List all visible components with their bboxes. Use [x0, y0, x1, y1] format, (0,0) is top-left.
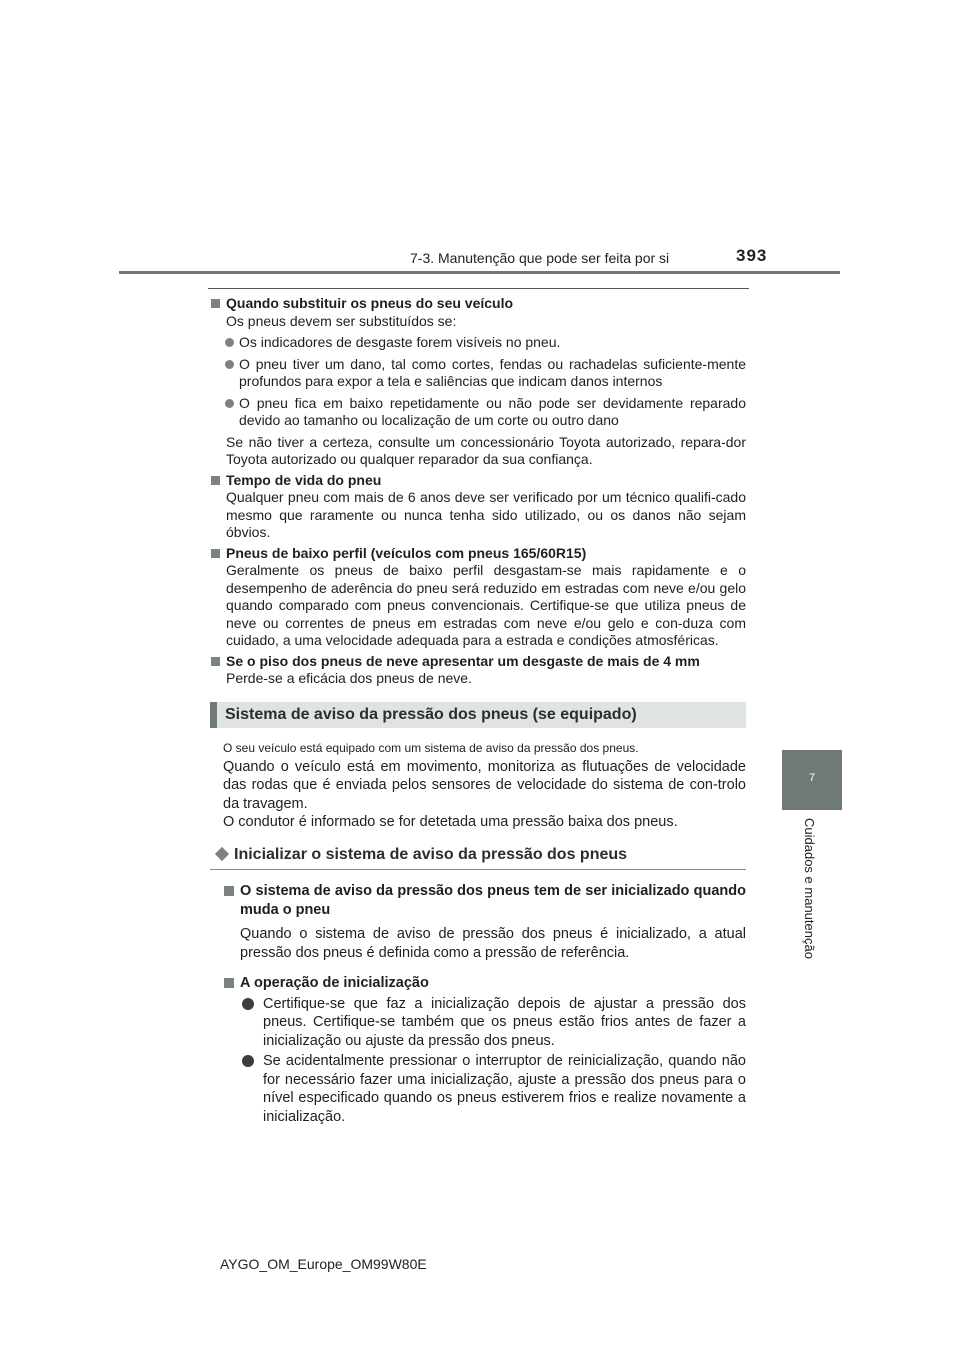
list-item: Os indicadores de desgaste forem visíveis no pneu. [210, 334, 746, 352]
chapter-number: 7 [808, 772, 816, 784]
round-bullet-icon [242, 1055, 254, 1067]
section-tire-replacement [210, 295, 746, 469]
tpms-intro-small: O seu veículo está equipado com um sistema de aviso da pressão dos pneus. [223, 740, 639, 755]
section-outro: Se não tiver a certeza, consulte um concessionário Toyota autorizado, repara-dor Toyota autorizado ou qualquer reparador da sua confiança. [226, 433, 746, 467]
square-bullet-icon [224, 886, 234, 896]
document-footer: AYGO_OM_Europe_OM99W80E [220, 1256, 427, 1272]
tpms-item-title: O sistema de aviso da pressão dos pneus tem de ser inicializado quando muda o pneu [210, 882, 746, 919]
header-rule [119, 271, 840, 274]
main-content [210, 292, 746, 1126]
tpms-intro-2: O condutor é informado se for detetada uma pressão baixa dos pneus. [223, 814, 678, 830]
square-bullet-icon [211, 476, 220, 485]
section-body: Perde-se a eficácia dos pneus de neve. [226, 670, 472, 686]
list-item: Se acidentalmente pressionar o interruptor de reinicialização, quando não for necessário fazer uma inicialização, ajuste a pressão dos pneus para o nível especificado quando os pneus estiverem frios e realize novamente a inicialização. [210, 1052, 746, 1126]
list-item: O pneu tiver um dano, tal como cortes, fendas ou rachadelas suficiente-mente profundos para expor a tela e saliências que indicam danos internos [210, 356, 746, 391]
tpms-intro: Quando o veículo está em movimento, monitoriza as flutuações de velocidade das rodas que é enviada pelos sensores de velocidade do sistema de con-trolo da travagem. [223, 758, 746, 812]
square-bullet-icon [211, 299, 220, 308]
section-title: Tempo de vida do pneu [210, 472, 746, 490]
section-snow-tires [210, 653, 746, 688]
tpms-subheading: Inicializar o sistema de aviso da pressão dos pneus [210, 846, 746, 871]
chapter-title: Cuidados e manutenção [802, 818, 817, 959]
content-top-rule [208, 288, 749, 289]
tpms-item-title: A operação de inicialização [210, 974, 746, 993]
round-bullet-icon [242, 998, 254, 1010]
chapter-tab [782, 750, 842, 810]
section-body: Geralmente os pneus de baixo perfil desgastam-se mais rapidamente e o desempenho de aderência do pneu será reduzido em estradas com neve e/ou gelo quando comparado com pneus convencionais. Certifique-se que utiliza pneus de neve ou correntes de pneus em estradas com neve e/ou gelo e con-duza com cuidado, a uma velocidade adequada para a estrada e condições atmosféricas. [226, 562, 746, 648]
square-bullet-icon [211, 549, 220, 558]
list-item: O pneu fica em baixo repetidamente ou não pode ser devidamente reparado devido ao tamanho ou localização de um corte ou outro dano [210, 395, 746, 430]
square-bullet-icon [211, 657, 220, 666]
round-bullet-icon [225, 338, 234, 347]
section-low-profile [210, 545, 746, 650]
section-body: Qualquer pneu com mais de 6 anos deve ser verificado por um técnico qualifi-cado mesmo que raramente ou nunca tenha sido utilizado, ou os danos não sejam óbvios. [226, 489, 746, 540]
section-title: Pneus de baixo perfil (veículos com pneus 165/60R15) [210, 545, 746, 563]
section-intro: Os pneus devem ser substituídos se: [226, 312, 457, 329]
section-tire-life [210, 472, 746, 542]
tpms-banner: Sistema de aviso da pressão dos pneus (se equipado) [210, 702, 746, 728]
section-title: Quando substituir os pneus do seu veículo [210, 295, 746, 313]
round-bullet-icon [225, 399, 234, 408]
square-bullet-icon [224, 978, 234, 988]
list-item: Certifique-se que faz a inicialização depois de ajustar a pressão dos pneus. Certifique-se também que os pneus estão frios antes de fazer a inicialização ou ajuste da pressão dos pneus. [210, 995, 746, 1051]
page-number: 393 [736, 246, 768, 265]
header-section-title: 7-3. Manutenção que pode ser feita por si [410, 250, 670, 266]
tpms-item-body: Quando o sistema de aviso de pressão dos pneus é inicializado, a atual pressão dos pneus é definida como a pressão de referência. [240, 926, 746, 961]
diamond-bullet-icon [215, 846, 229, 860]
round-bullet-icon [225, 360, 234, 369]
section-title: Se o piso dos pneus de neve apresentar um desgaste de mais de 4 mm [210, 653, 746, 671]
